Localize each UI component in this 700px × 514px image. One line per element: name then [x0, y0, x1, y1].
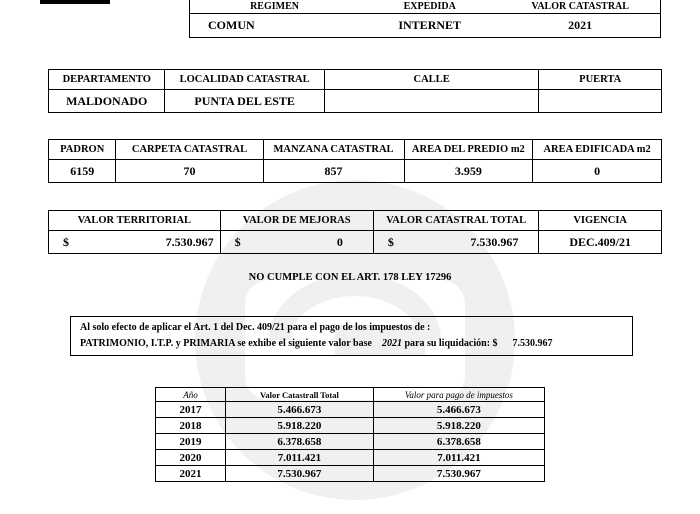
history-year: 2019 — [156, 434, 226, 450]
localidad-value: PUNTA DEL ESTE — [165, 90, 324, 113]
history-total: 6.378.658 — [226, 434, 374, 450]
history-total: 7.530.967 — [226, 466, 374, 482]
expedida-label: EXPEDIDA — [359, 0, 500, 14]
location-table — [48, 69, 662, 113]
localidad-label: LOCALIDAD CATASTRAL — [165, 70, 324, 90]
base-amount: 7.530.967 — [512, 338, 553, 349]
puerta-label: PUERTA — [539, 70, 662, 90]
total-currency: $ — [373, 231, 428, 254]
base-line-2b: para su liquidación: $ — [404, 338, 498, 349]
area-edificada-label: AREA EDIFICADA m2 — [533, 140, 662, 160]
total-value: 7.530.967 — [429, 231, 539, 254]
territorial-value: 7.530.967 — [104, 231, 220, 254]
history-year: 2018 — [156, 418, 226, 434]
table-row — [156, 402, 545, 418]
history-year: 2021 — [156, 466, 226, 482]
history-pago: 7.530.967 — [373, 466, 544, 482]
mejoras-currency: $ — [220, 231, 275, 254]
history-total: 7.011.421 — [226, 450, 374, 466]
padron-label: PADRON — [49, 140, 116, 160]
valores-table — [48, 210, 662, 254]
regimen-value: COMUN — [208, 18, 255, 32]
vigencia-label: VIGENCIA — [539, 211, 662, 231]
base-line-2 — [80, 336, 632, 352]
history-pago: 7.011.421 — [373, 450, 544, 466]
logo-fragment — [40, 0, 110, 4]
history-year: 2020 — [156, 450, 226, 466]
history-table — [155, 387, 545, 482]
carpeta-value: 70 — [116, 160, 263, 183]
puerta-value — [539, 90, 662, 113]
area-predio-value: 3.959 — [404, 160, 533, 183]
calle-value — [324, 90, 539, 113]
history-pago: 6.378.658 — [373, 434, 544, 450]
calle-label: CALLE — [324, 70, 539, 90]
history-year: 2017 — [156, 402, 226, 418]
valor-catastral-value: 2021 — [568, 18, 593, 32]
notice-text: NO CUMPLE CON EL ART. 178 LEY 17296 — [248, 272, 452, 283]
base-value-box — [70, 316, 633, 356]
mejoras-label: VALOR DE MEJORAS — [220, 211, 373, 231]
history-pago: 5.466.673 — [373, 402, 544, 418]
parcel-table — [48, 139, 662, 183]
carpeta-label: CARPETA CATASTRAL — [116, 140, 263, 160]
padron-value: 6159 — [49, 160, 116, 183]
regimen-label: REGIMEN — [190, 0, 360, 14]
history-col-year: Año — [156, 388, 226, 402]
history-total: 5.918.220 — [226, 418, 374, 434]
area-predio-label: AREA DEL PREDIO m2 — [404, 140, 533, 160]
valor-catastral-label: VALOR CATASTRAL — [500, 0, 660, 14]
table-row — [156, 418, 545, 434]
base-line-1: Al solo efecto de aplicar el Art. 1 del Dec. 409/21 para el pago de los impuestos de : — [80, 322, 431, 333]
table-row — [156, 434, 545, 450]
history-total: 5.466.673 — [226, 402, 374, 418]
base-line-2a: PATRIMONIO, I.T.P. y PRIMARIA se exhibe el siguiente valor base — [80, 338, 372, 349]
departamento-label: DEPARTAMENTO — [49, 70, 165, 90]
manzana-value: 857 — [263, 160, 404, 183]
departamento-value: MALDONADO — [49, 90, 165, 113]
territorial-label: VALOR TERRITORIAL — [49, 211, 221, 231]
expedida-value: INTERNET — [398, 18, 462, 32]
table-row — [156, 466, 545, 482]
history-col-total: Valor Catastrall Total — [226, 388, 374, 402]
mejoras-value: 0 — [275, 231, 373, 254]
total-label: VALOR CATASTRAL TOTAL — [373, 211, 538, 231]
header-table — [189, 0, 661, 38]
table-row — [156, 450, 545, 466]
area-edificada-value: 0 — [533, 160, 662, 183]
territorial-currency: $ — [49, 231, 104, 254]
history-col-pago: Valor para pago de impuestos — [373, 388, 544, 402]
manzana-label: MANZANA CATASTRAL — [263, 140, 404, 160]
base-year: 2021 — [381, 338, 402, 349]
vigencia-value: DEC.409/21 — [539, 231, 662, 254]
history-pago: 5.918.220 — [373, 418, 544, 434]
